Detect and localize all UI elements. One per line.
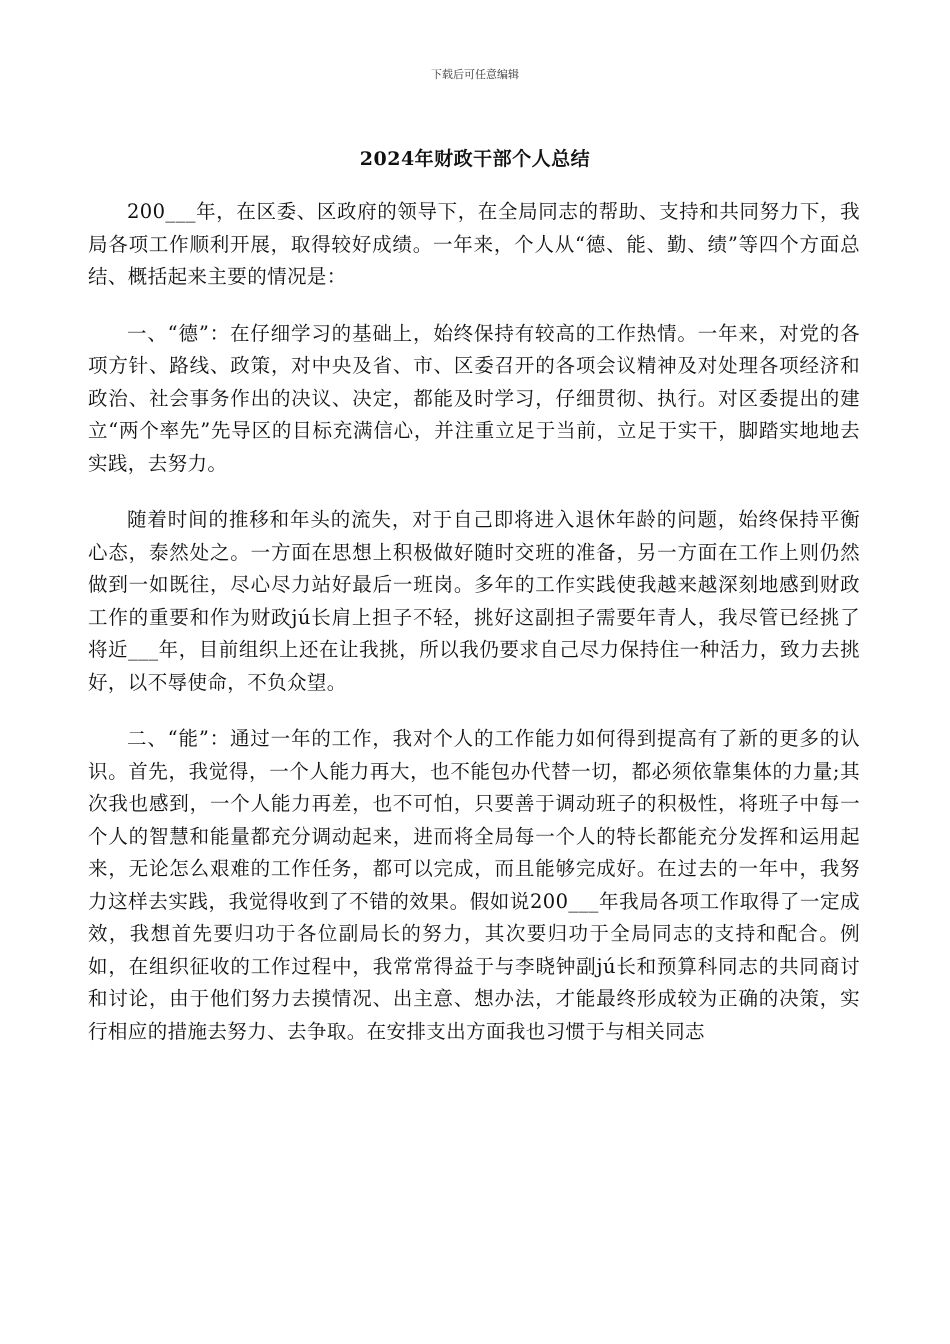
paragraph-de: 一、“德”：在仔细学习的基础上，始终保持有较高的工作热情。一年来，对党的各项方针、路线、政策，对中央及省、市、区委召开的各项会议精神及对处理各项经济和政治、社会事务作出的决议、决定，都能及时学习，仔细贯彻、执行。对区委提出的建立“两个率先”先导区的目标充满信心，并注重立足于当前，立足于实干，脚踏实地地去实践，去努力。 (88, 321, 860, 475)
document-body (88, 196, 860, 1072)
paragraph-intro: 200___年，在区委、区政府的领导下，在全局同志的帮助、支持和共同努力下，我局各项工作顺利开展，取得较好成绩。一年来，个人从“德、能、勤、绩”等四个方面总结、概括起来主要的情况是： (88, 200, 860, 288)
paragraph-neng: 二、“能”：通过一年的工作，我对个人的工作能力如何得到提高有了新的更多的认识。首先，我觉得，一个人能力再大，也不能包办代替一切，都必须依靠集体的力量;其次我也感到，一个人能力再差，也不可怕，只要善于调动班子的积极性，将班子中每一个人的智慧和能量都充分调动起来，进而将全局每一个人的特长都能充分发挥和运用起来，无论怎么艰难的工作任务，都可以完成，而且能够完成好。在过去的一年中，我努力这样去实践，我觉得收到了不错的效果。假如说200___年我局各项工作取得了一定成效，我想首先要归功于各位副局长的努力，其次要归功于全局同志的支持和配合。例如，在组织征收的工作过程中，我常常得益于与李晓钟副jú长和预算科同志的共同商讨和讨论，由于他们努力去摸情况、出主意、想办法，才能最终形成较为正确的决策，实行相应的措施去努力、去争取。在安排支出方面我也习惯于与相关同志 (88, 727, 860, 1043)
document-title: 2024年财政干部个人总结 (359, 148, 591, 170)
paragraph-retirement: 随着时间的推移和年头的流失，对于自己即将进入退休年龄的问题，始终保持平衡心态，泰然处之。一方面在思想上积极做好随时交班的准备，另一方面在工作上则仍然做到一如既往，尽心尽力站好最后一班岗。多年的工作实践使我越来越深刻地感到财政工作的重要和作为财政jú长肩上担子不轻，挑好这副担子需要年青人，我尽管已经挑了将近___年，目前组织上还在让我挑，所以我仍要求自己尽力保持住一种活力，致力去挑好，以不辱使命，不负众望。 (88, 508, 860, 694)
header-note: 下载后可任意编辑 (431, 68, 519, 81)
